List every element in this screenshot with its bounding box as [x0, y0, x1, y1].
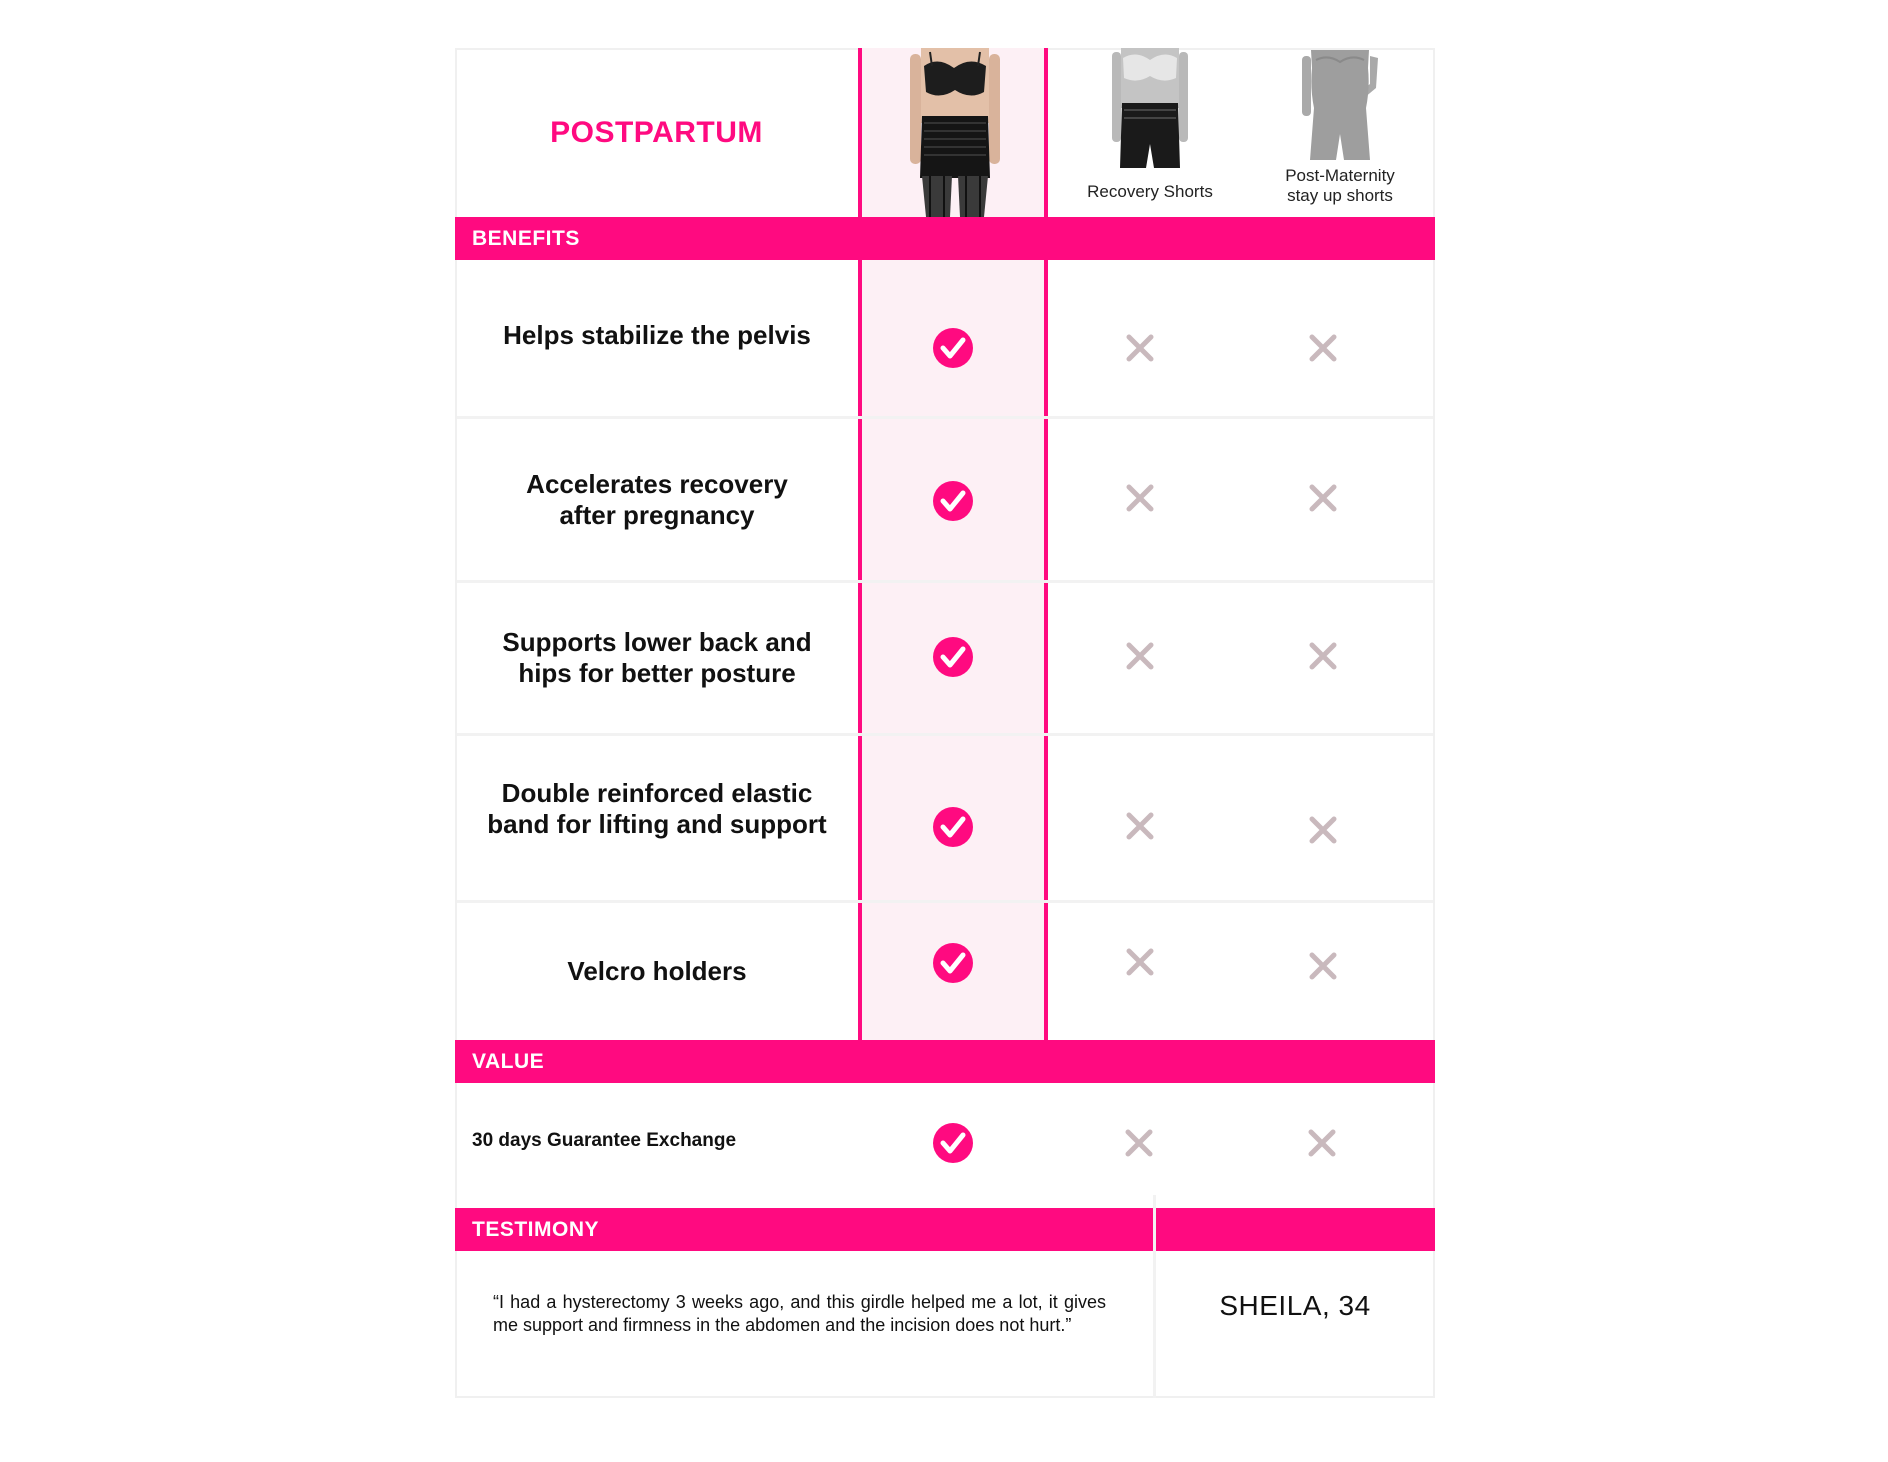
product-label-recovery-shorts: Recovery Shorts: [1087, 182, 1213, 201]
benefit-label-line: Double reinforced elastic: [501, 778, 813, 808]
benefit-label: [457, 419, 857, 580]
cross-icon: [1125, 947, 1155, 977]
benefit-label-line: Helps stabilize the pelvis: [503, 320, 811, 350]
cross-icon: [1308, 815, 1338, 845]
benefit-label-line: after pregnancy: [559, 499, 755, 530]
cross-icon: [1124, 1128, 1154, 1158]
table-title-cell: [455, 48, 858, 217]
product-image-recovery-shorts: [1110, 48, 1190, 172]
benefit-label-line: Supports lower back and: [502, 627, 812, 657]
benefit-label: [457, 583, 857, 733]
section-header-testimony: TESTIMONY: [455, 1208, 1435, 1251]
cross-icon: [1308, 333, 1338, 363]
check-icon: [933, 481, 973, 521]
check-icon: [933, 807, 973, 847]
benefit-label: [457, 260, 857, 410]
section-header-value: VALUE: [455, 1040, 1435, 1083]
testimony-quote: “I had a hysterectomy 3 weeks ago, and this girdle helped me a lot, it gives me support and firmness in the abdomen and the incision does not hurt.”: [493, 1292, 1106, 1335]
page-title: POSTPARTUM: [550, 115, 763, 149]
benefit-label: [457, 903, 857, 1040]
cross-icon: [1308, 641, 1338, 671]
benefit-label-line: band for lifting and support: [487, 809, 827, 839]
benefit-label-line: Velcro holders: [567, 956, 747, 986]
cross-icon: [1125, 333, 1155, 363]
check-icon: [933, 637, 973, 677]
product-image-girdle: [900, 48, 1010, 217]
product-label-line2: stay up shorts: [1287, 186, 1393, 205]
cross-icon: [1125, 811, 1155, 841]
product-image-post-maternity-shorts: [1300, 48, 1380, 162]
benefit-label-line: Accelerates recovery: [526, 468, 788, 499]
benefit-label-line: hips for better posture: [518, 658, 796, 688]
section-header-benefits: BENEFITS: [455, 217, 1435, 260]
cross-icon: [1307, 1128, 1337, 1158]
check-icon: [933, 943, 973, 983]
column-divider: [1153, 1195, 1156, 1208]
cross-icon: [1125, 483, 1155, 513]
product-recovery-shorts: [1055, 48, 1245, 208]
benefit-label: [457, 736, 857, 900]
product-post-maternity-shorts: [1245, 48, 1435, 208]
cross-icon: [1308, 483, 1338, 513]
value-label: 30 days Guarantee Exchange: [472, 1130, 737, 1151]
product-label-post-maternity-shorts: [1285, 166, 1395, 206]
check-icon: [933, 1123, 973, 1163]
cross-icon: [1308, 951, 1338, 981]
product-label-line1: Post-Maternity: [1285, 166, 1395, 185]
cross-icon: [1125, 641, 1155, 671]
check-icon: [933, 328, 973, 368]
testimony-author: SHEILA, 34: [1219, 1290, 1371, 1321]
